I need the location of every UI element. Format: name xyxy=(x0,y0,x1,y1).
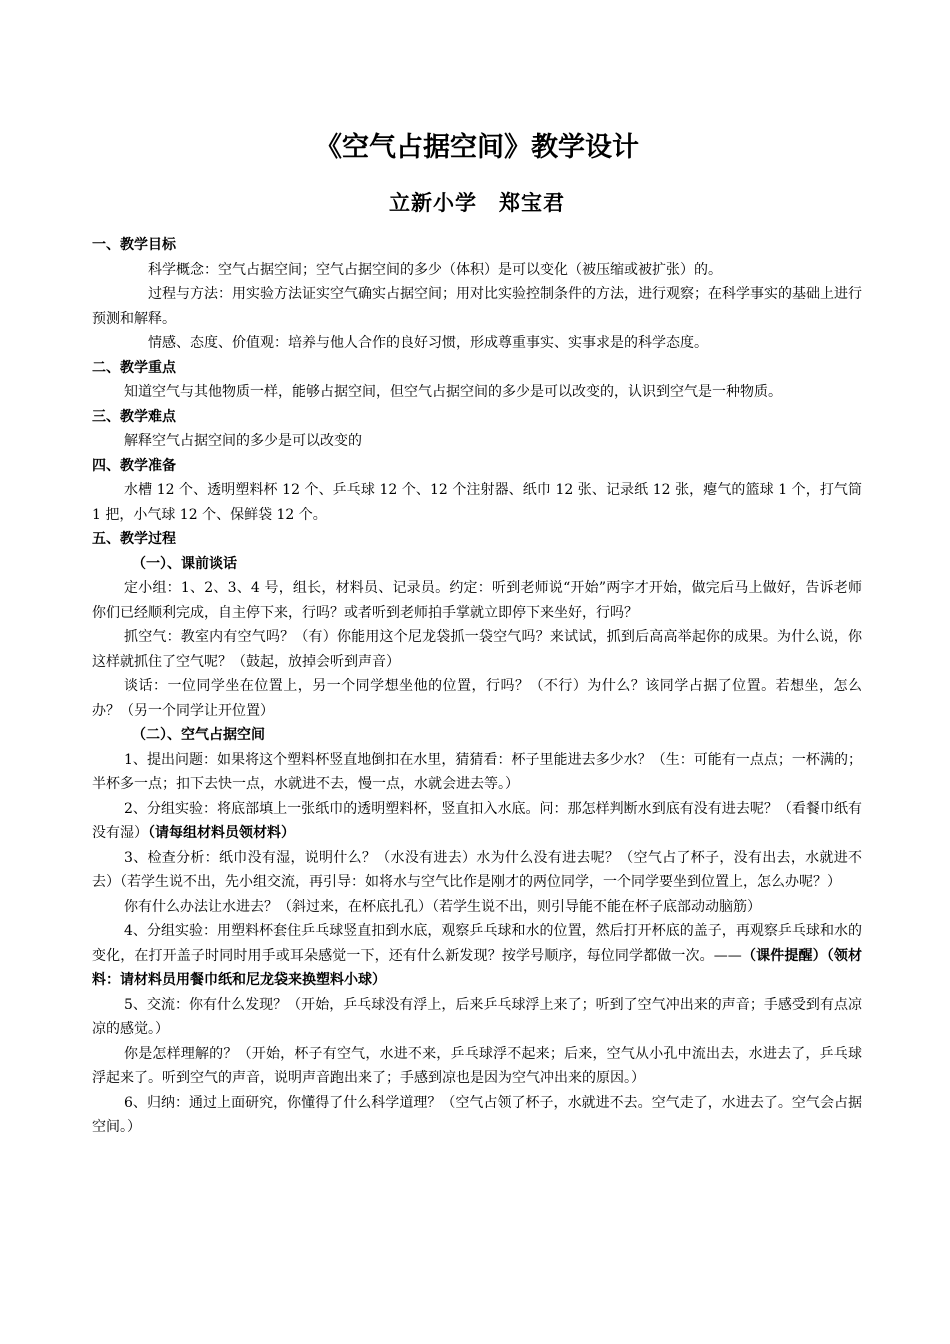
paragraph: 谈话：一位同学坐在位置上，另一个同学想坐他的位置，行吗？（不行）为什么？该同学占据了位置。若想坐，怎么办？（另一个同学让开位置） xyxy=(92,678,862,719)
bold-note: （请每组材料员领材料） xyxy=(148,825,295,841)
paragraph: 过程与方法：用实验方法证实空气确实占据空间；用对比实验控制条件的方法，进行观察；在科学事实的基础上进行预测和解释。 xyxy=(92,286,862,327)
section-heading-process: 五、教学过程 xyxy=(92,531,176,547)
paragraph: 你是怎样理解的？（开始，杯子有空气，水进不来，乒乓球浮不起来；后来，空气从小孔中流出去，水进去了，乒乓球浮起来了。听到空气的声音，说明声音跑出来了；手感到凉也是因为空气冲出来的原因。） xyxy=(92,1045,862,1086)
subsection-heading-air-occupies-space: （二）、空气占据空间 xyxy=(132,727,265,743)
document-title: 《空气占据空间》教学设计 xyxy=(315,132,639,163)
paragraph: 抓空气：教室内有空气吗？（有）你能用这个尼龙袋抓一袋空气吗？来试试，抓到后高高举起你的成果。为什么说，你这样就抓住了空气呢？（鼓起，放掉会听到声音） xyxy=(92,629,862,670)
paragraph: 3、检查分析：纸巾没有湿，说明什么？（水没有进去）水为什么没有进去呢？（空气占了杯子，没有出去，水就进不去）（若学生说不出，先小组交流，再引导：如将水与空气比作是刚才的两位同学，一个同学要坐到位置上，怎么办呢？） xyxy=(92,849,862,890)
bold-note: （课件提醒）（领材料：请材料员用餐巾纸和尼龙袋来换塑料小球） xyxy=(92,947,863,988)
document-page xyxy=(92,128,867,1140)
paragraph-text: 2、分组实验：将底部填上一张纸巾的透明塑料杯，竖直扣入水底。问：那怎样判断水到底有没有进去呢？（看餐巾纸有没有湿） xyxy=(92,800,862,841)
subsection-heading-pre-class-talk: （一）、课前谈话 xyxy=(132,555,237,572)
section-heading-preparation: 四、教学准备 xyxy=(92,457,176,474)
paragraph: 水槽 12 个、透明塑料杯 12 个、乒乓球 12 个、12 个注射器、纸巾 12 张、记录纸 12 张，瘪气的篮球 1 个，打气筒 1 把，小气球 12 个、保鲜袋 12 个。 xyxy=(92,482,867,523)
paragraph: 1、提出问题：如果将这个塑料杯竖直地倒扣在水里，猜猜看：杯子里能进去多少水？（生：可能有一点点；一杯满的；半杯多一点；扣下去快一点，水就进不去，慢一点，水就会进去等。） xyxy=(92,751,862,792)
section-heading-difficulties: 三、教学难点 xyxy=(92,408,176,425)
author-line: 立新小学 郑宝君 xyxy=(389,191,565,215)
paragraph-text: 4、分组实验：用塑料杯套住乒乓球竖直扣到水底，观察乒乓球和水的位置，然后打开杯底的盖子，再观察乒乓球和水的变化，在打开盖子时同时用手或耳朵感觉一下，还有什么新发现？按学号顺序，每位同学都做一次。—— xyxy=(92,923,862,964)
paragraph: 你有什么办法让水进去？（斜过来，在杯底扎孔）（若学生说不出，则引导能不能在杯子底部动动脑筋） xyxy=(124,898,761,915)
paragraph: 科学概念：空气占据空间；空气占据空间的多少（体积）是可以变化（被压缩或被扩张）的。 xyxy=(148,261,722,278)
paragraph: 5、交流：你有什么发现？（开始，乒乓球没有浮上，后来乒乓球浮上来了；听到了空气冲出来的声音；手感受到有点凉凉的感觉。） xyxy=(92,996,862,1037)
paragraph: 情感、态度、价值观：培养与他人合作的良好习惯，形成尊重事实、实事求是的科学态度。 xyxy=(148,335,708,351)
paragraph xyxy=(92,797,862,846)
paragraph: 6、归纳：通过上面研究，你懂得了什么科学道理？（空气占领了杯子，水就进不去。空气走了，水进去了。空气会占据空间。） xyxy=(92,1094,862,1135)
paragraph: 定小组：1、2、3、4 号，组长，材料员、记录员。约定：听到老师说“开始”两字才开始，做完后马上做好，告诉老师你们已经顺利完成，自主停下来，行吗？或者听到老师拍手掌就立即停下来坐好，行吗？ xyxy=(92,580,862,621)
section-heading-key-points: 二、教学重点 xyxy=(92,359,176,376)
paragraph xyxy=(92,919,862,993)
paragraph: 知道空气与其他物质一样，能够占据空间，但空气占据空间的多少是可以改变的，认识到空气是一种物质。 xyxy=(124,384,782,400)
paragraph: 解释空气占据空间的多少是可以改变的 xyxy=(124,433,362,449)
section-heading-objectives: 一、教学目标 xyxy=(92,237,176,253)
